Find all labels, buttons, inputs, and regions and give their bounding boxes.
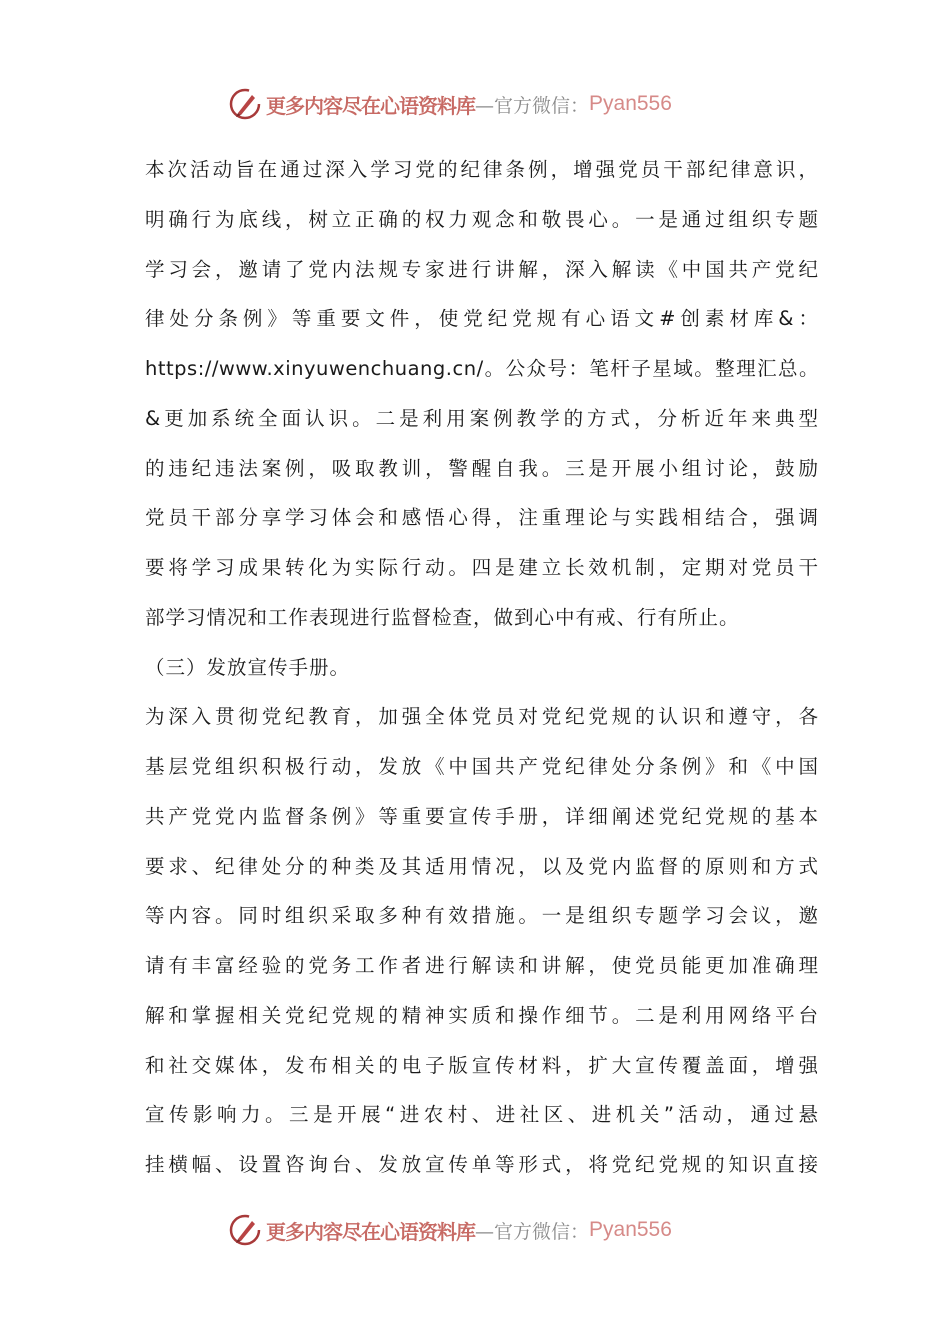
text-line: 共产党党内监督条例》等重要宣传手册，详细阐述党纪党规的基本 bbox=[145, 804, 819, 828]
text-line: https://www.xinyuwenchuang.cn/。公众号：笔杆子星域。整理汇总。 bbox=[145, 357, 819, 380]
text-line: 学习会，邀请了党内法规专家进行讲解，深入解读《中国共产党纪 bbox=[145, 257, 819, 281]
text-line: 的违纪违法案例，吸取教训，警醒自我。三是开展小组讨论，鼓励 bbox=[145, 456, 819, 480]
banner-site-text: 更多内容尽在心语资料库 bbox=[266, 93, 475, 118]
text-line: &更加系统全面认识。二是利用案例教学的方式，分析近年来典型 bbox=[145, 406, 819, 430]
text-line: 和社交媒体，发布相关的电子版宣传材料，扩大宣传覆盖面，增强 bbox=[145, 1053, 819, 1077]
footer-banner bbox=[228, 1212, 728, 1248]
text-line: 部学习情况和工作表现进行监督检查，做到心中有戒、行有所止。 bbox=[145, 605, 740, 629]
text-line: 党员干部分享学习体会和感悟心得，注重理论与实践相结合，强调 bbox=[145, 506, 819, 530]
banner-wechat-label: —官方微信： bbox=[475, 1220, 590, 1243]
text-line: 挂横幅、设置咨询台、发放宣传单等形式，将党纪党规的知识直接 bbox=[145, 1153, 819, 1176]
text-line: 宣传影响力。三是开展“进农村、进社区、进机关”活动，通过悬 bbox=[145, 1103, 819, 1127]
text-line: 要将学习成果转化为实际行动。四是建立长效机制，定期对党员干 bbox=[145, 556, 819, 579]
banner-site-text: 更多内容尽在心语资料库 bbox=[266, 1219, 475, 1244]
text-line: 请有丰富经验的党务工作者进行解读和讲解，使党员能更加准确理 bbox=[145, 954, 819, 977]
header-banner bbox=[228, 86, 728, 122]
banner-wechat-label: —官方微信： bbox=[475, 94, 590, 117]
text-line: 本次活动旨在通过深入学习党的纪律条例，增强党员干部纪律意识， bbox=[145, 158, 819, 181]
text-line: 基层党组织积极行动，发放《中国共产党纪律处分条例》和《中国 bbox=[145, 755, 819, 778]
document-body bbox=[145, 150, 819, 1195]
text-line: 明确行为底线，树立正确的权力观念和敬畏心。一是通过组织专题 bbox=[145, 207, 819, 231]
text-line: 等内容。同时组织采取多种有效措施。一是组织专题学习会议，邀 bbox=[145, 904, 819, 928]
pen-logo-icon bbox=[228, 87, 262, 121]
pen-logo-icon bbox=[228, 1213, 262, 1247]
text-line: 要求、纪律处分的种类及其适用情况，以及党内监督的原则和方式 bbox=[145, 854, 819, 878]
banner-wechat-id: Pyan556 bbox=[589, 1218, 672, 1241]
banner-wechat-id: Pyan556 bbox=[589, 92, 672, 115]
section-heading: （三）发放宣传手册。 bbox=[145, 655, 351, 679]
text-line: 为深入贯彻党纪教育，加强全体党员对党纪党规的认识和遵守，各 bbox=[145, 705, 819, 729]
text-line: 解和掌握相关党纪党规的精神实质和操作细节。二是利用网络平台 bbox=[145, 1003, 819, 1027]
text-line: 律处分条例》等重要文件，使党纪党规有心语文#创素材库&： bbox=[145, 307, 819, 331]
